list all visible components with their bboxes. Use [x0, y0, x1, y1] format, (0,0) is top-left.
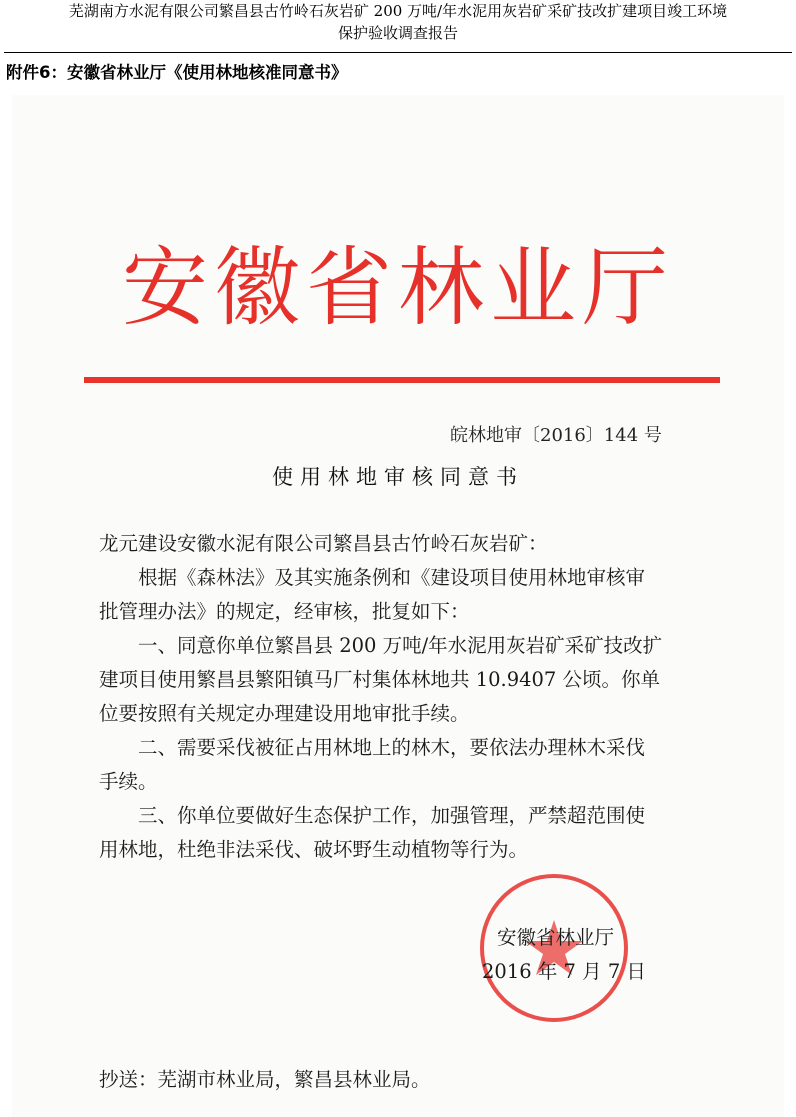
body-line: 位要按照有关规定办理建设用地审批手续。 — [99, 702, 470, 725]
agency-letterhead: 安徽省林业厅 — [122, 238, 674, 338]
body-line: 根据《森林法》及其实施条例和《建设项目使用林地审核审 — [138, 566, 646, 589]
recipient-line: 龙元建设安徽水泥有限公司繁昌县古竹岭石灰岩矿： — [99, 532, 548, 555]
signature-agency: 安徽省林业厅 — [497, 926, 615, 949]
document-number: 皖林地审〔2016〕144 号 — [450, 425, 662, 446]
report-header-line2: 保护验收调查报告 — [337, 24, 458, 42]
body-line: 建项目使用繁昌县繁阳镇马厂村集体林地共 10.9407 公顷。你单 — [99, 668, 661, 691]
document-title: 使用林地审核同意书 — [272, 465, 524, 489]
attachment-title: 附件6：安徽省林业厅《使用林地核准同意书》 — [6, 63, 348, 82]
body-line: 二、需要采伐被征占用林地上的林木，要依法办理林木采伐 — [138, 736, 646, 759]
body-line: 手续。 — [99, 770, 158, 793]
letterhead-red-rule — [84, 377, 720, 383]
header-rule — [4, 52, 792, 53]
body-line: 用林地，杜绝非法采伐、破坏野生动植物等行为。 — [99, 838, 529, 861]
signature-date: 2016 年 7 月 7 日 — [482, 960, 646, 983]
body-line: 三、你单位要做好生态保护工作，加强管理，严禁超范围使 — [138, 804, 646, 827]
cc-line: 抄送：芜湖市林业局，繁昌县林业局。 — [99, 1068, 431, 1091]
body-line: 批管理办法》的规定，经审核，批复如下： — [99, 600, 470, 623]
report-header-line1: 芜湖南方水泥有限公司繁昌县古竹岭石灰岩矿 200 万吨/年水泥用灰岩矿采矿技改扩建项目竣工环境 — [68, 2, 728, 20]
report-header — [0, 0, 796, 50]
body-line: 一、同意你单位繁昌县 200 万吨/年水泥用灰岩矿采矿技改扩 — [138, 634, 663, 657]
